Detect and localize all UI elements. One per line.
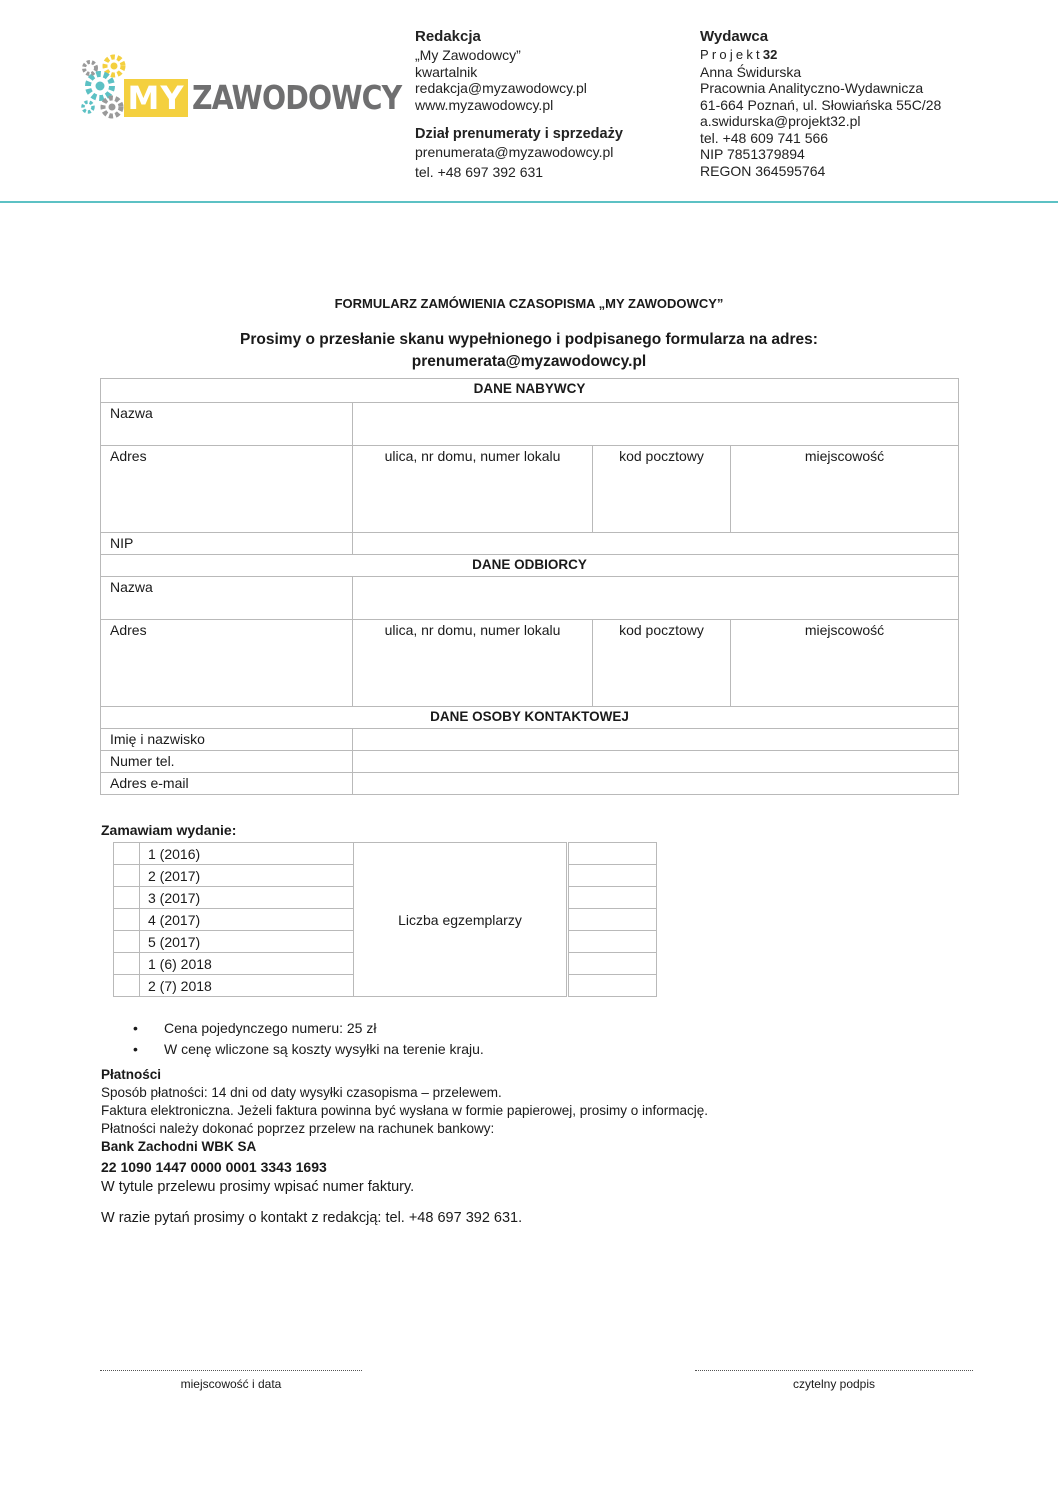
- contact-fullname-label: Imię i nazwisko: [101, 729, 353, 751]
- place-date-line[interactable]: [100, 1370, 362, 1371]
- section-header-recipient: DANE ODBIORCY: [101, 555, 959, 577]
- editions-table: [113, 842, 657, 997]
- payment-section: [101, 1066, 708, 1227]
- editorial-title: Redakcja: [415, 28, 481, 45]
- order-label: Zamawiam wydanie:: [101, 822, 237, 838]
- publisher-line: NIP 7851379894: [700, 146, 805, 162]
- buyer-city-field[interactable]: miejscowość: [731, 446, 959, 533]
- copies-count-field[interactable]: [569, 909, 657, 931]
- signature-label: czytelny podpis: [792, 1377, 876, 1391]
- form-instruction: Prosimy o przesłanie skanu wypełnionego i podpisanego formularza na adres:: [240, 331, 818, 348]
- publisher-title: Wydawca: [700, 28, 769, 45]
- order-form-table: [100, 378, 959, 795]
- price-notes: [133, 1018, 484, 1060]
- subscription-email[interactable]: prenumerata@myzawodowcy.pl: [415, 144, 614, 160]
- subscription-phone: tel. +48 697 392 631: [415, 163, 544, 180]
- invoice-note: Faktura elektroniczna. Jeżeli faktura powinna być wysłana w formie papierowej, prosimy o informację.: [101, 1103, 709, 1118]
- contact-email-label: Adres e-mail: [101, 773, 353, 795]
- section-header-buyer: DANE NABYWCY: [101, 379, 959, 403]
- transfer-instruction: Płatności należy dokonać poprzez przelew na rachunek bankowy:: [101, 1121, 495, 1136]
- edition-checkbox[interactable]: [114, 975, 140, 997]
- edition-checkbox[interactable]: [114, 909, 140, 931]
- edition-label: 2 (2017): [140, 865, 354, 887]
- form-title: FORMULARZ ZAMÓWIENIA CZASOPISMA „MY ZAWODOWCY”: [334, 296, 724, 311]
- edition-checkbox[interactable]: [114, 953, 140, 975]
- publisher-brand-number: 32: [762, 47, 778, 62]
- edition-checkbox[interactable]: [114, 843, 140, 865]
- recipient-postal-field[interactable]: kod pocztowy: [593, 620, 731, 707]
- editorial-line: „My Zawodowcy”: [415, 47, 521, 63]
- publisher-email[interactable]: a.swidurska@projekt32.pl: [700, 113, 861, 129]
- buyer-name-field[interactable]: [353, 403, 959, 446]
- publisher-line: 61-664 Poznań, ul. Słowiańska 55C/28: [700, 96, 942, 113]
- publisher-brand-text: Projekt: [700, 47, 763, 62]
- buyer-name-label: Nazwa: [101, 403, 353, 446]
- form-email[interactable]: prenumerata@myzawodowcy.pl: [411, 353, 647, 370]
- buyer-postal-field[interactable]: kod pocztowy: [593, 446, 731, 533]
- copies-count-field[interactable]: [569, 953, 657, 975]
- transfer-title-note: W tytule przelewu prosimy wpisać numer faktury.: [101, 1179, 415, 1195]
- logo: [78, 52, 402, 122]
- subscription-dept-title: Dział prenumeraty i sprzedaży: [415, 126, 623, 142]
- publisher-info: [700, 28, 941, 179]
- contact-note: W razie pytań prosimy o kontakt z redakcją: tel. +48 697 392 631.: [101, 1210, 523, 1226]
- copies-count-field[interactable]: [569, 843, 657, 865]
- editorial-website[interactable]: www.myzawodowcy.pl: [415, 96, 554, 113]
- edition-label: 4 (2017): [140, 909, 354, 931]
- copies-count-label: Liczba egzemplarzy: [354, 843, 567, 997]
- recipient-name-field[interactable]: [353, 577, 959, 620]
- edition-label: 1 (6) 2018: [140, 953, 354, 975]
- copies-count-field[interactable]: [569, 975, 657, 997]
- editorial-email[interactable]: redakcja@myzawodowcy.pl: [415, 80, 587, 96]
- edition-label: 3 (2017): [140, 887, 354, 909]
- contact-email-field[interactable]: [353, 773, 959, 795]
- buyer-nip-label: NIP: [101, 533, 353, 555]
- editorial-info: [415, 28, 623, 180]
- contact-phone-field[interactable]: [353, 751, 959, 773]
- publisher-line: Pracownia Analityczno-Wydawnicza: [700, 80, 924, 96]
- publisher-line: tel. +48 609 741 566: [700, 129, 829, 146]
- bank-name: Bank Zachodni WBK SA: [101, 1139, 257, 1154]
- edition-label: 1 (2016): [140, 843, 354, 865]
- publisher-line: REGON 364595764: [700, 162, 826, 179]
- logo-word: ZAWODOWCY: [192, 78, 402, 117]
- signature-line[interactable]: [695, 1370, 973, 1371]
- payment-title: Płatności: [101, 1067, 162, 1082]
- price-note: • Cena pojedynczego numeru: 25 zł: [133, 1018, 484, 1039]
- recipient-street-field[interactable]: ulica, nr domu, numer lokalu: [353, 620, 593, 707]
- place-date-label: miejscowość i data: [180, 1377, 282, 1391]
- gears-icon: [78, 52, 128, 122]
- copies-count-field[interactable]: [569, 931, 657, 953]
- buyer-nip-field[interactable]: [353, 533, 959, 555]
- editorial-line: kwartalnik: [415, 63, 478, 80]
- bank-account: 22 1090 1447 0000 0001 3343 1693: [101, 1159, 327, 1175]
- copies-count-field[interactable]: [569, 887, 657, 909]
- recipient-city-field[interactable]: miejscowość: [731, 620, 959, 707]
- publisher-brand: [700, 47, 941, 64]
- contact-phone-label: Numer tel.: [101, 751, 353, 773]
- edition-checkbox[interactable]: [114, 865, 140, 887]
- contact-fullname-field[interactable]: [353, 729, 959, 751]
- logo-my: MY: [124, 79, 188, 117]
- copies-count-field[interactable]: [569, 865, 657, 887]
- edition-label: 5 (2017): [140, 931, 354, 953]
- shipping-note: • W cenę wliczone są koszty wysyłki na terenie kraju.: [133, 1039, 484, 1060]
- section-header-contact: DANE OSOBY KONTAKTOWEJ: [101, 707, 959, 729]
- recipient-name-label: Nazwa: [101, 577, 353, 620]
- header-divider: [0, 201, 1058, 203]
- publisher-line: Anna Świdurska: [700, 63, 802, 80]
- edition-checkbox[interactable]: [114, 931, 140, 953]
- payment-method: Sposób płatności: 14 dni od daty wysyłki czasopisma – przelewem.: [101, 1085, 502, 1100]
- recipient-address-label: Adres: [101, 620, 353, 707]
- edition-label: 2 (7) 2018: [140, 975, 354, 997]
- edition-checkbox[interactable]: [114, 887, 140, 909]
- buyer-street-field[interactable]: ulica, nr domu, numer lokalu: [353, 446, 593, 533]
- buyer-address-label: Adres: [101, 446, 353, 533]
